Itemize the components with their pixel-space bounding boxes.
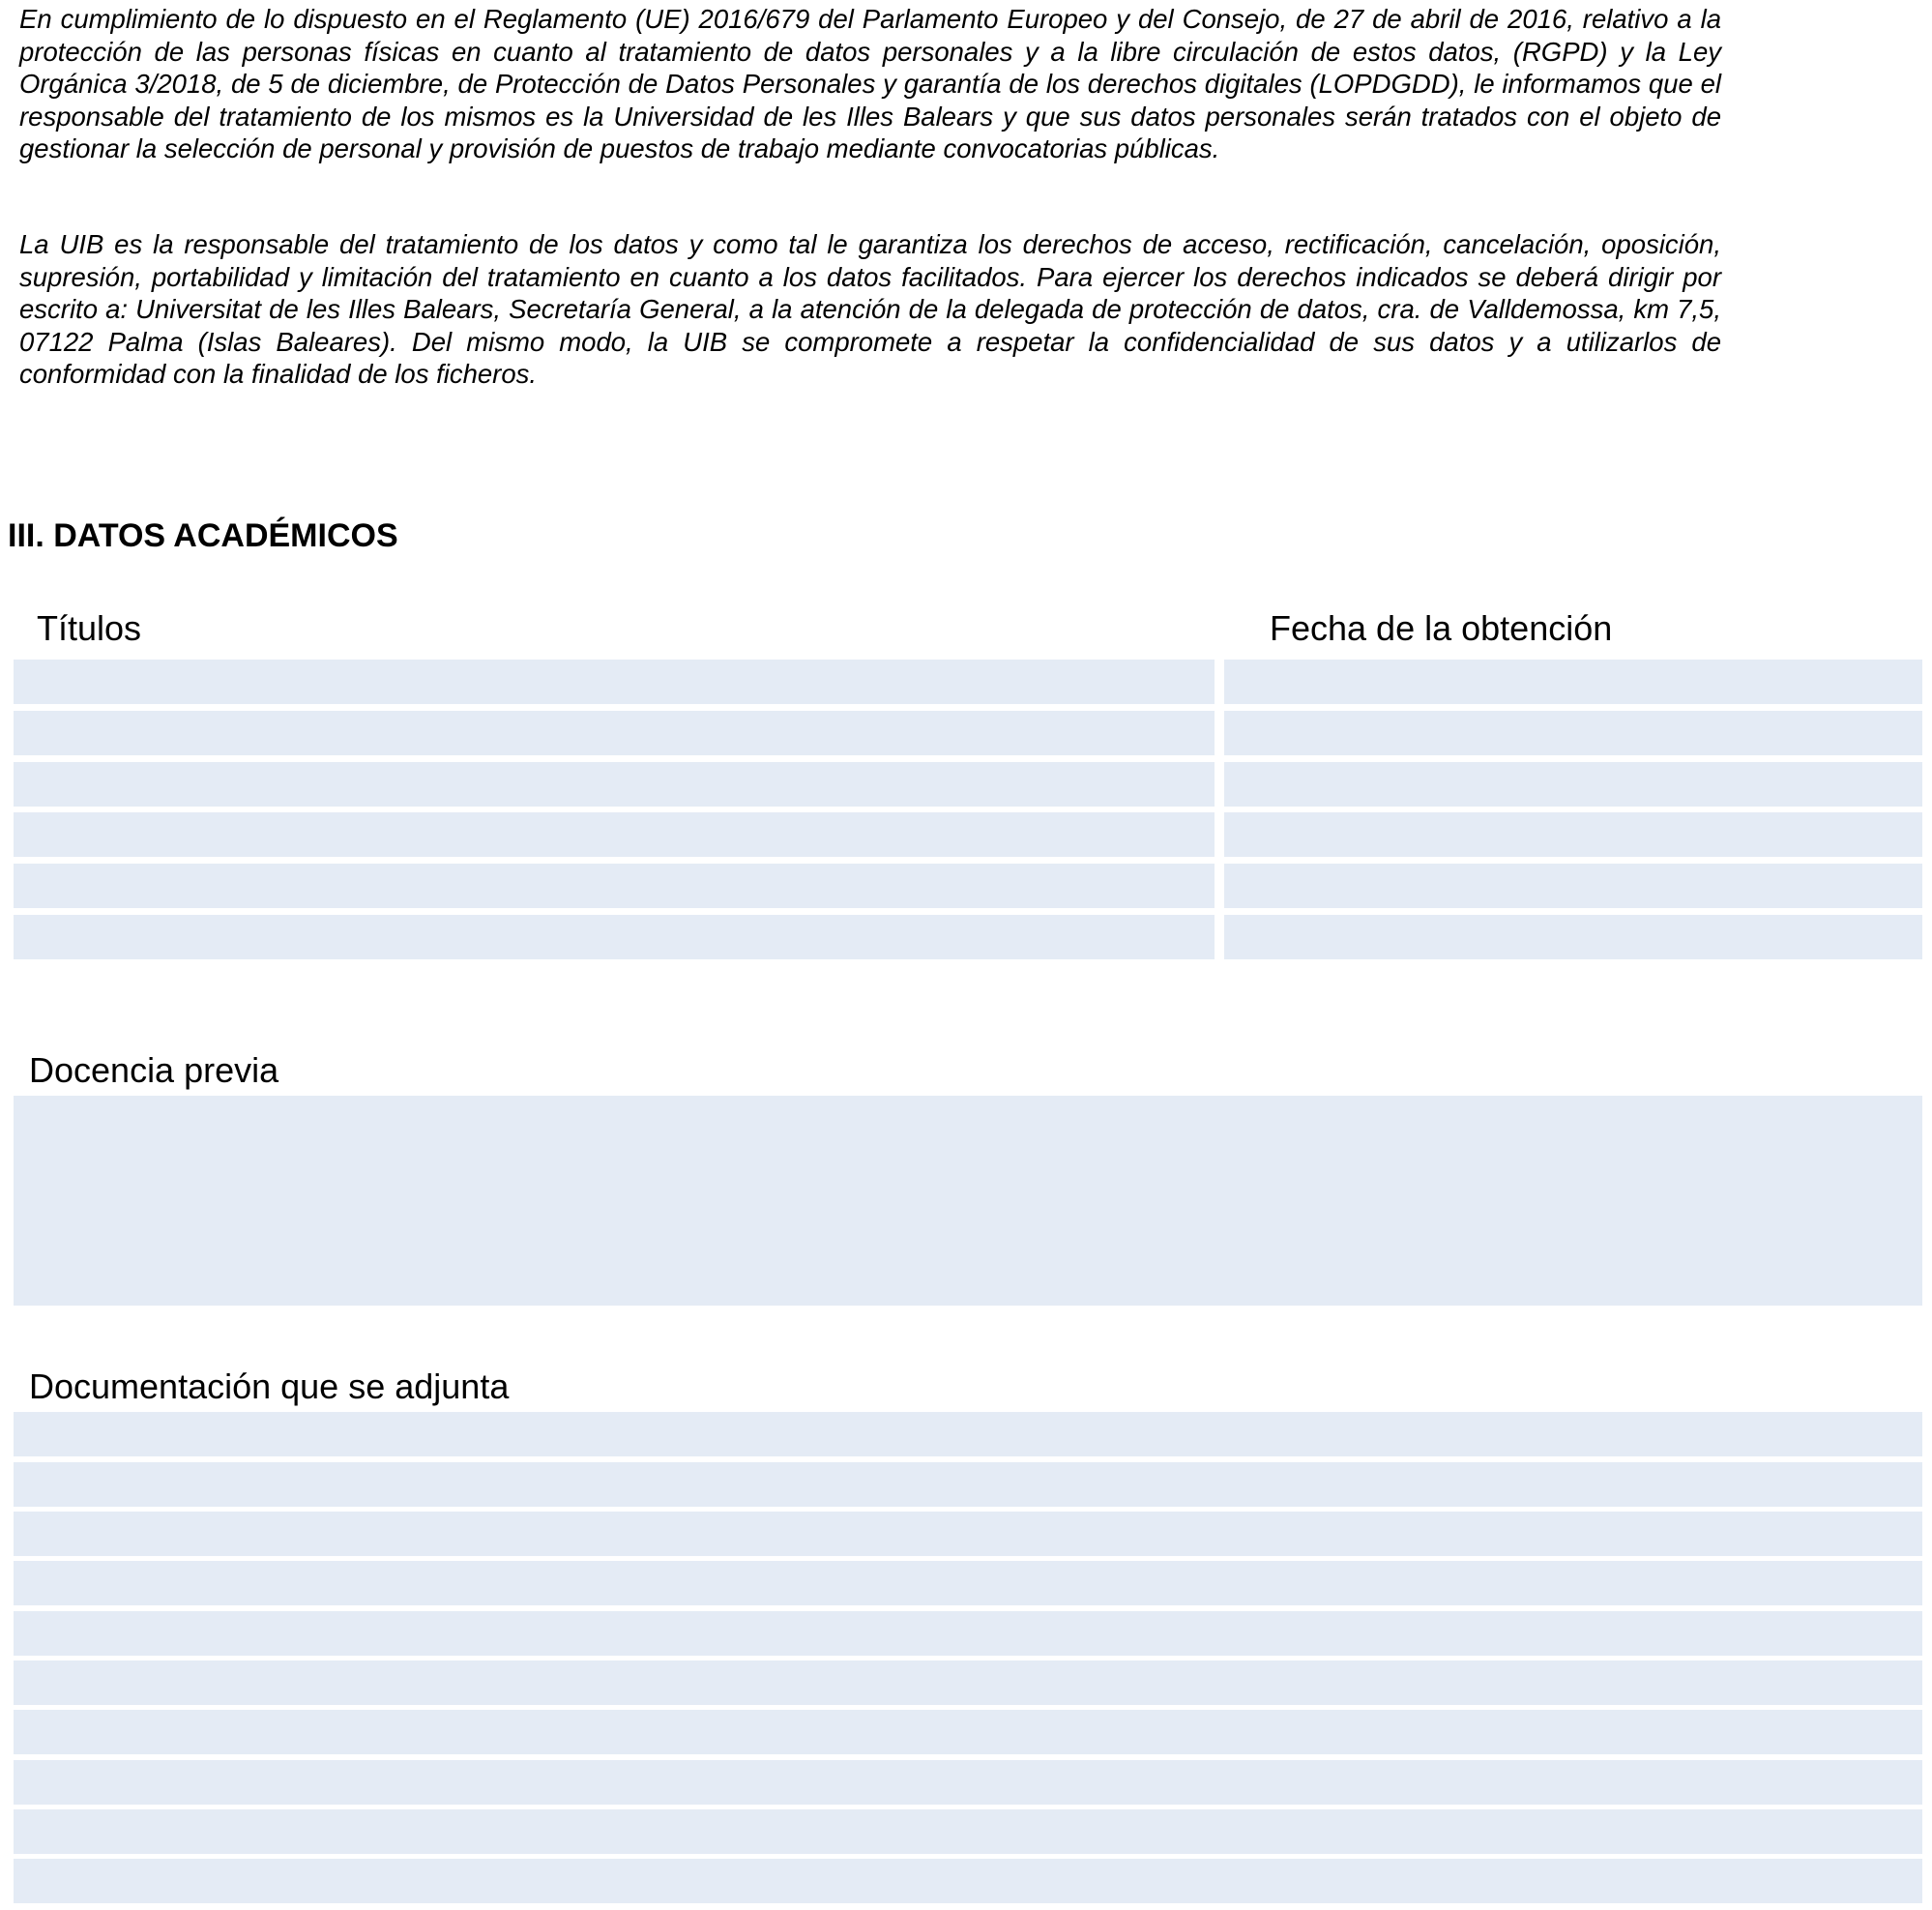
titulo-field[interactable]	[14, 762, 1215, 807]
fecha-obtencion-field[interactable]	[1224, 711, 1922, 755]
titulos-column-label: Títulos	[37, 608, 142, 648]
documentacion-field[interactable]	[14, 1412, 1922, 1456]
titulo-field[interactable]	[14, 660, 1215, 704]
titulo-field[interactable]	[14, 812, 1215, 857]
titulo-field[interactable]	[14, 915, 1215, 959]
docencia-previa-textarea[interactable]	[14, 1096, 1922, 1306]
privacy-notice-paragraph-2: La UIB es la responsable del tratamiento de los datos y como tal le garantiza los derechos de acceso, rectificación, cancelación, oposición, supresión, portabilidad y limitación del tratamiento en cuanto a los datos facilitados. Para ejercer los derechos indicados se deberá dirigir por escrito a: Universitat de les Illes Balears, Secretaría General, a la atención de la delegada de protección de datos, cra. de Valldemossa, km 7,5, 07122 Palma (Islas Baleares). Del mismo modo, la UIB se compromete a respetar la confidencialidad de sus datos y a utilizarlos de conformidad con la finalidad de los ficheros.	[19, 229, 1721, 389]
documentacion-field[interactable]	[14, 1660, 1922, 1705]
documentacion-field[interactable]	[14, 1710, 1922, 1754]
fecha-obtencion-field[interactable]	[1224, 915, 1922, 959]
documentacion-field[interactable]	[14, 1611, 1922, 1656]
documentacion-field[interactable]	[14, 1809, 1922, 1854]
privacy-notice-paragraph-1: En cumplimiento de lo dispuesto en el Reglamento (UE) 2016/679 del Parlamento Europeo y del Consejo, de 27 de abril de 2016, relativo a la protección de las personas físicas en cuanto al tratamiento de datos personales y a la libre circulación de estos datos, (RGPD) y la Ley Orgánica 3/2018, de 5 de diciembre, de Protección de Datos Personales y garantía de los derechos digitales (LOPDGDD), le informamos que el responsable del tratamiento de los mismos es la Universidad de les Illes Balears y que sus datos personales serán tratados con el objeto de gestionar la selección de personal y provisión de puestos de trabajo mediante convocatorias públicas.	[19, 4, 1721, 163]
titulo-field[interactable]	[14, 864, 1215, 908]
fecha-obtencion-column-label: Fecha de la obtención	[1270, 608, 1613, 648]
section-heading-datos-academicos: III. DATOS ACADÉMICOS	[8, 517, 398, 554]
docencia-previa-label: Docencia previa	[29, 1050, 279, 1090]
documentacion-field[interactable]	[14, 1462, 1922, 1507]
documentacion-field[interactable]	[14, 1512, 1922, 1556]
fecha-obtencion-field[interactable]	[1224, 660, 1922, 704]
documentacion-field[interactable]	[14, 1859, 1922, 1903]
fecha-obtencion-field[interactable]	[1224, 762, 1922, 807]
titulo-field[interactable]	[14, 711, 1215, 755]
documentacion-adjunta-label: Documentación que se adjunta	[29, 1366, 510, 1406]
fecha-obtencion-field[interactable]	[1224, 812, 1922, 857]
fecha-obtencion-field[interactable]	[1224, 864, 1922, 908]
documentacion-field[interactable]	[14, 1561, 1922, 1605]
documentacion-field[interactable]	[14, 1760, 1922, 1805]
